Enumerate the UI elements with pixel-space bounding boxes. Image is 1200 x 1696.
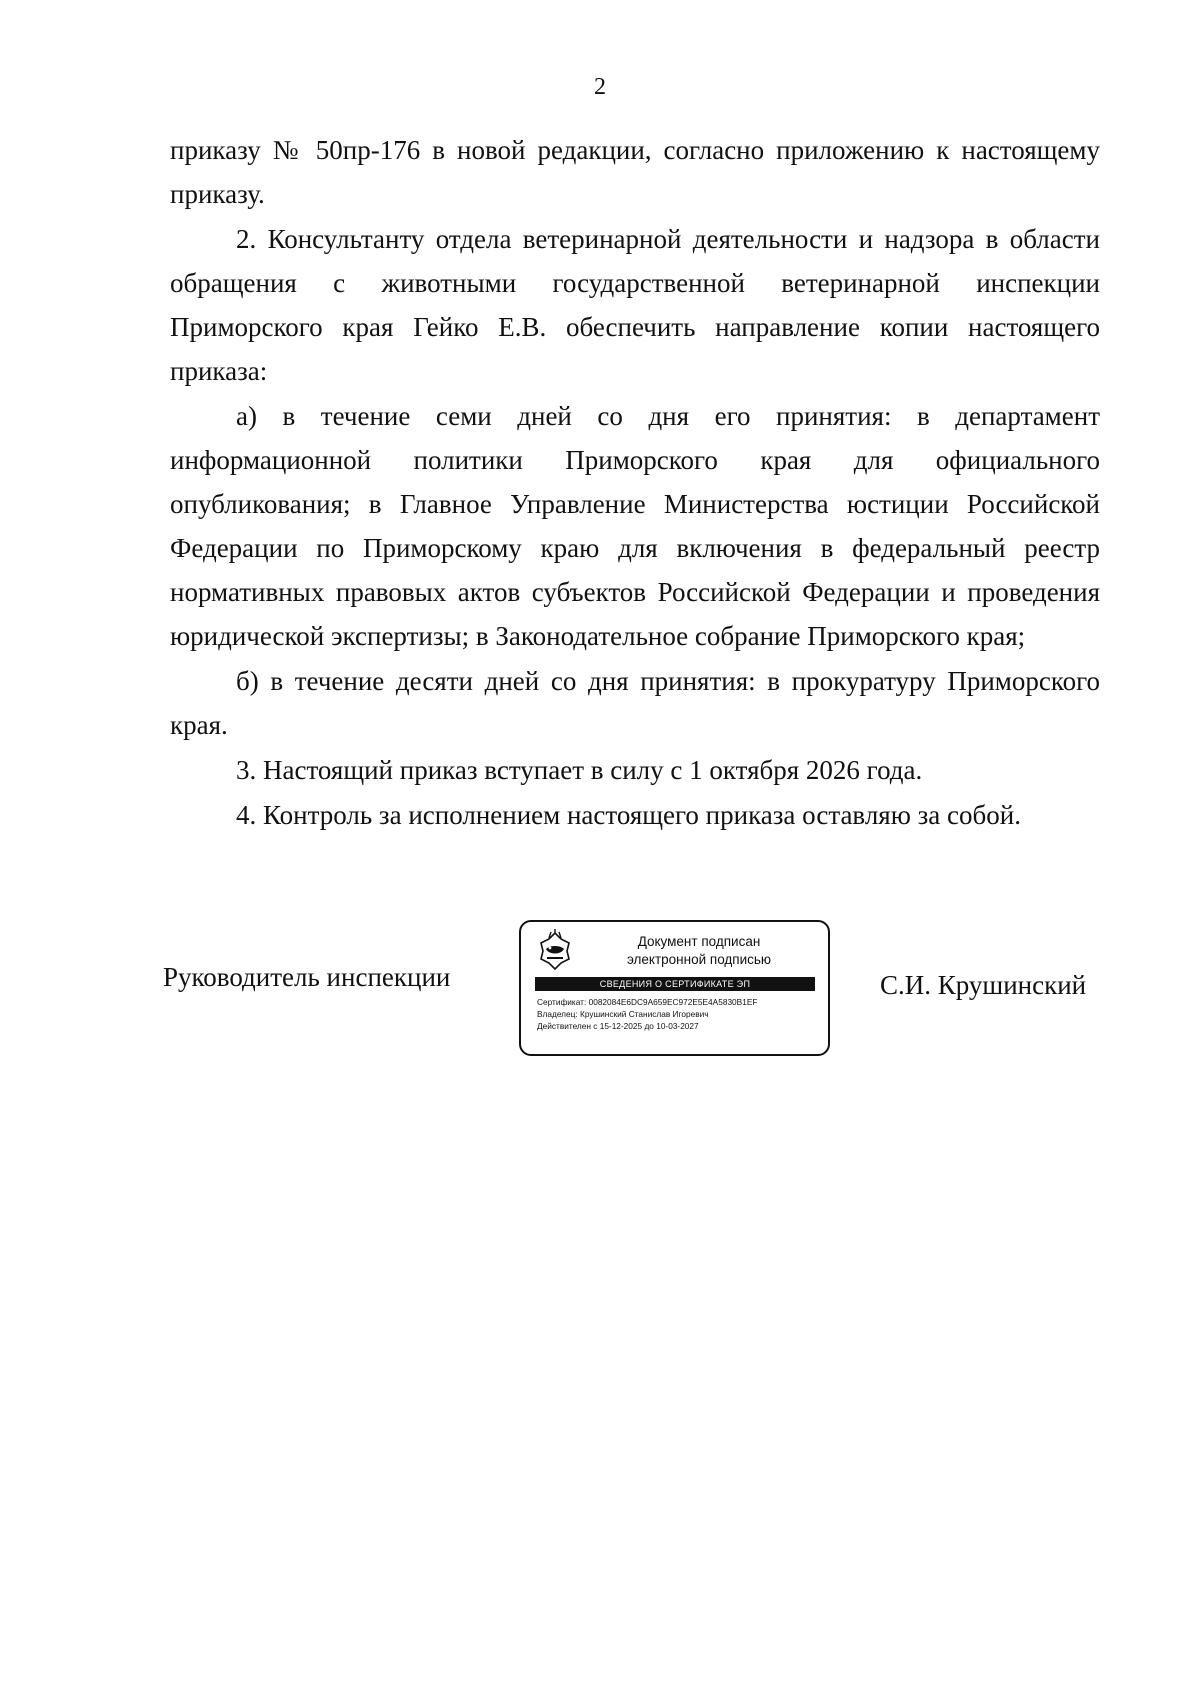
signature-block — [0, 920, 1200, 1060]
signer-position: Руководитель инспекции — [163, 962, 451, 992]
stamp-owner: Владелец: Крушинский Станислав Игоревич — [537, 1009, 709, 1019]
stamp-title-line-1: Документ подписан — [637, 934, 761, 949]
stamp-certificate-number: Сертификат: 0082084E6DC9A659EC972E5E4A5830B1EF — [537, 997, 758, 1007]
paragraph-item-2a: а) в течение семи дней со дня его принятия: в департамент информационной политики Приморского края для официального опубликования; в Главное Управление Министерства юстиции Российской Федерации по Приморскому краю для включения в федеральный реестр нормативных правовых актов субъектов Российской Федерации и проведения юридической экспертизы; в Законодательное собрание Приморского края; — [170, 401, 1100, 651]
paragraph-item-4: 4. Контроль за исполнением настоящего приказа оставляю за собой. — [236, 800, 1021, 830]
stamp-validity: Действителен с 15-12-2025 до 10-03-2027 — [537, 1021, 699, 1031]
stamp-certificate-header: СВЕДЕНИЯ О СЕРТИФИКАТЕ ЭП — [535, 977, 815, 991]
stamp-title — [579, 933, 819, 969]
electronic-signature-stamp — [519, 920, 830, 1056]
coat-of-arms-icon — [535, 929, 575, 973]
paragraph-continuation: приказу № 50пр-176 в новой редакции, согласно приложению к настоящему приказу. — [170, 135, 1100, 209]
paragraph-item-2: 2. Консультанту отдела ветеринарной деятельности и надзора в области обращения с животными государственной ветеринарной инспекции Приморского края Гейко Е.В. обеспечить направление копии настоящего приказа: — [170, 224, 1100, 386]
paragraph-item-2b: б) в течение десяти дней со дня принятия: в прокуратуру Приморского края. — [170, 666, 1100, 740]
page-number: 2 — [594, 74, 606, 100]
signer-name: С.И. Крушинский — [880, 970, 1087, 1000]
paragraph-item-3: 3. Настоящий приказ вступает в силу с 1 октября 2026 года. — [236, 755, 923, 785]
stamp-title-line-2: электронной подписью — [626, 952, 772, 967]
stamp-details — [537, 996, 822, 1032]
document-body — [170, 128, 1100, 838]
